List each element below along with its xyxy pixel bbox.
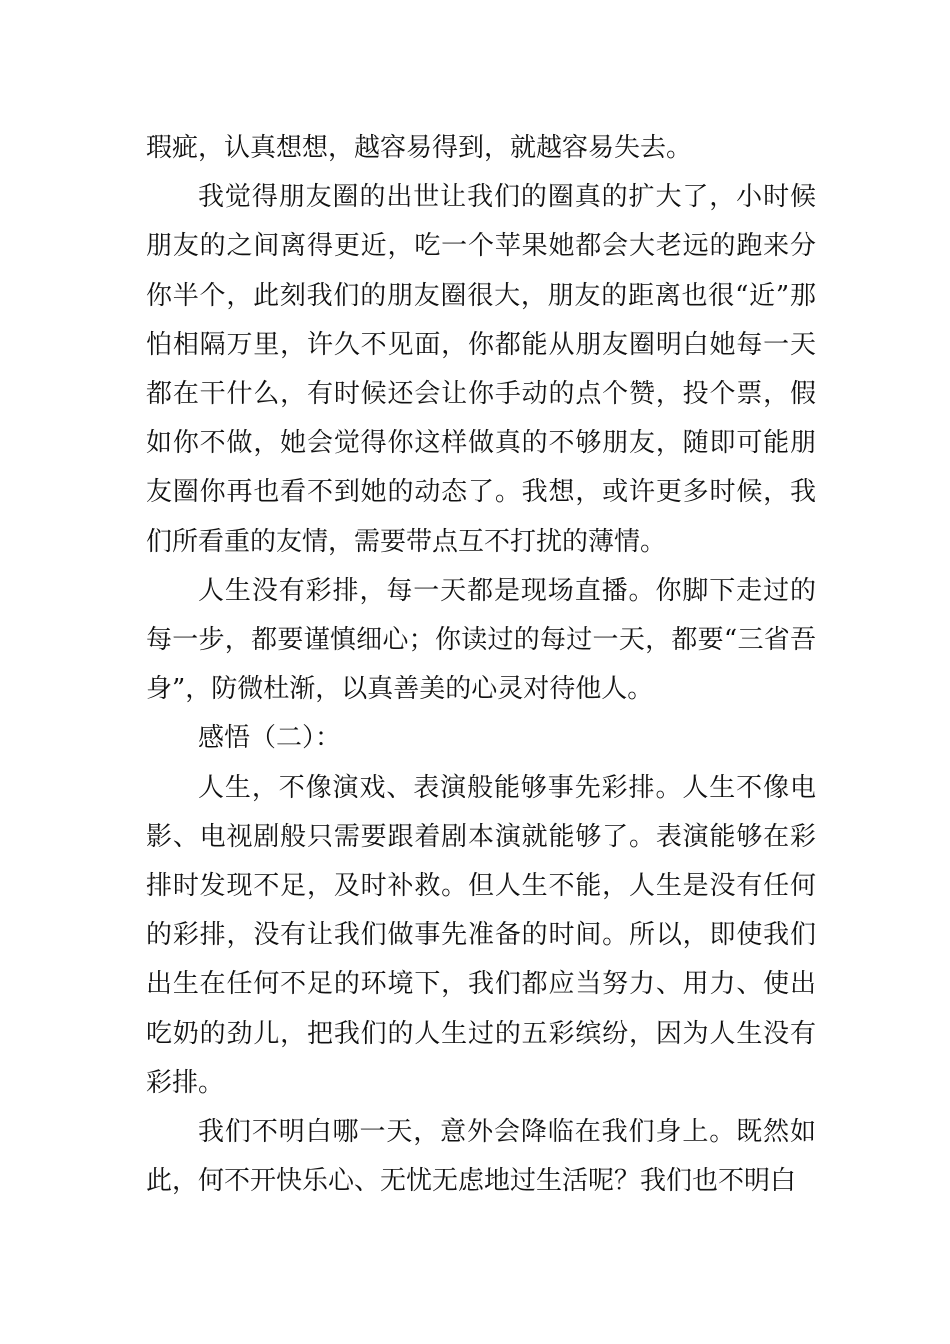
document-body (146, 124, 816, 1206)
paragraph-friend-circle: 我觉得朋友圈的出世让我们的圈真的扩大了，小时候朋友的之间离得更近，吃一个苹果她都会大老远的跑来分你半个，此刻我们的朋友圈很大，朋友的距离也很“近”那怕相隔万里，许久不见面，你都能从朋友圈明白她每一天都在干什么，有时候还会让你手动的点个赞，投个票，假如你不做，她会觉得你这样做真的不够朋友，随即可能朋友圈你再也看不到她的动态了。我想，或许更多时候，我们所看重的友情，需要带点互不打扰的薄情。 (146, 182, 816, 557)
paragraph-continuation: 瑕疵，认真想想，越容易得到，就越容易失去。 (146, 133, 693, 163)
paragraph-life-not-acting: 人生，不像演戏、表演般能够事先彩排。人生不像电影、电视剧般只需要跟着剧本演就能够了。表演能够在彩排时发现不足，及时补救。但人生不能，人生是没有任何的彩排，没有让我们做事先准备的时间。所以，即使我们出生在任何不足的环境下，我们都应当努力、用力、使出吃奶的劲儿，把我们的人生过的五彩缤纷，因为人生没有彩排。 (146, 772, 816, 1098)
paragraph-accident: 我们不明白哪一天，意外会降临在我们身上。既然如此，何不开快乐心、无忧无虑地过生活呢？我们也不明白 (146, 1117, 816, 1197)
section-heading: 感悟（二）： (198, 723, 342, 754)
paragraph-no-rehearsal: 人生没有彩排，每一天都是现场直播。你脚下走过的每一步，都要谨慎细心；你读过的每过一天，都要“三省吾身”，防微杜渐，以真善美的心灵对待他人。 (146, 575, 816, 705)
